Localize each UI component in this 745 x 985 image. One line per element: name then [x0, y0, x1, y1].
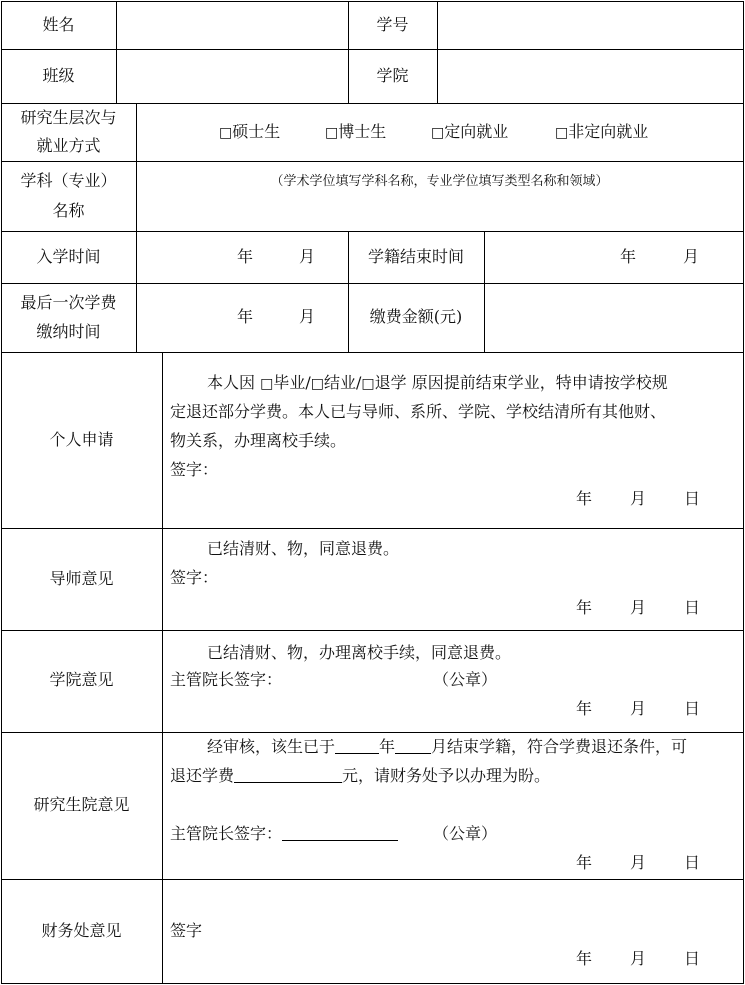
- subject-note: （学术学位填写学科名称，专业学位填写类型名称和领域）: [270, 174, 609, 189]
- row-divider: [1, 231, 744, 232]
- row-divider: [1, 630, 744, 631]
- col-divider: [162, 352, 163, 983]
- advisor-date-year: 年: [576, 598, 593, 617]
- fee-amount-label: 缴费金额(元): [369, 307, 463, 326]
- subject-label-line2: 名称: [52, 201, 85, 220]
- checkbox-icon: □: [555, 125, 569, 141]
- checkbox-icon: □: [310, 376, 324, 392]
- status-end-month: 月: [683, 247, 700, 266]
- college-label: 学院: [376, 66, 409, 85]
- row-divider: [1, 879, 744, 880]
- col-divider: [116, 1, 117, 103]
- college-opinion-label: 学院意见: [49, 670, 114, 689]
- row-divider: [1, 352, 744, 353]
- advisor-label: 导师意见: [49, 569, 114, 588]
- student-id-label: 学号: [376, 15, 409, 34]
- finance-date-year: 年: [576, 949, 593, 968]
- signature-blank[interactable]: [282, 824, 398, 841]
- fee-label-line1: 最后一次学费: [20, 293, 117, 312]
- grad-date-month: 月: [630, 853, 647, 872]
- option-directed-employment[interactable]: □定向就业: [431, 122, 509, 141]
- checkbox-icon: □: [260, 376, 274, 392]
- personal-line3: 物关系，办理离校手续。: [170, 431, 347, 450]
- grad-date-day: 日: [684, 853, 701, 872]
- college-opinion-date-day: 日: [684, 699, 701, 718]
- personal-sign: 签字：: [170, 460, 219, 479]
- fee-label-line2: 缴纳时间: [36, 322, 101, 341]
- option-master[interactable]: □硕士生: [219, 122, 281, 141]
- table-border-right: [743, 1, 744, 984]
- grad-sign: 主管院长签字：: [170, 824, 398, 844]
- status-end-label: 学籍结束时间: [367, 247, 464, 266]
- table-border-bottom: [1, 983, 744, 984]
- level-label-line1: 研究生层次与: [20, 108, 117, 127]
- finance-date-day: 日: [684, 949, 701, 968]
- row-divider: [1, 732, 744, 733]
- grad-date-year: 年: [576, 853, 593, 872]
- personal-date-month: 月: [630, 489, 647, 508]
- enroll-year: 年: [237, 247, 254, 266]
- personal-line2: 定退还部分学费。本人已与导师、系所、学院、学校结清所有其他财、: [170, 402, 667, 421]
- college-opinion-sign: 主管院长签字：: [170, 670, 283, 689]
- fee-year: 年: [237, 307, 254, 326]
- checkbox-icon: □: [431, 125, 445, 141]
- row-divider: [1, 49, 744, 50]
- fee-month: 月: [299, 307, 316, 326]
- row-divider: [1, 161, 744, 162]
- refund-amount-blank[interactable]: [234, 766, 342, 783]
- checkbox-icon: □: [325, 125, 339, 141]
- college-opinion-date-year: 年: [576, 699, 593, 718]
- enroll-month: 月: [299, 247, 316, 266]
- checkbox-icon: □: [361, 376, 375, 392]
- option-non-directed-employment[interactable]: □非定向就业: [555, 122, 649, 141]
- personal-date-day: 日: [684, 489, 701, 508]
- college-opinion-seal: （公章）: [433, 670, 498, 689]
- col-divider: [484, 231, 485, 352]
- col-divider: [437, 1, 438, 103]
- table-border-top: [1, 1, 744, 2]
- personal-line1: 本人因 □毕业/□结业/□退学 原因提前结束学业，特申请按学校规: [207, 373, 668, 392]
- grad-line1: 经审核，该生已于 年 月结束学籍，符合学费退还条件，可: [207, 737, 688, 756]
- finance-sign: 签字: [170, 921, 203, 940]
- grad-seal: （公章）: [433, 824, 498, 843]
- advisor-date-month: 月: [630, 598, 647, 617]
- class-label: 班级: [42, 66, 75, 85]
- col-divider: [136, 103, 137, 352]
- status-end-year: 年: [620, 247, 637, 266]
- grad-label: 研究生院意见: [33, 795, 130, 814]
- subject-label-line1: 学科（专业）: [20, 171, 117, 190]
- advisor-sign: 签字：: [170, 568, 219, 587]
- year-blank[interactable]: [335, 737, 379, 754]
- option-doctor[interactable]: □博士生: [325, 122, 387, 141]
- advisor-text: 已结清财、物，同意退费。: [207, 539, 400, 558]
- college-opinion-text: 已结清财、物，办理离校手续，同意退费。: [207, 643, 512, 662]
- personal-date-year: 年: [576, 489, 593, 508]
- month-blank[interactable]: [395, 737, 431, 754]
- name-label: 姓名: [42, 15, 75, 34]
- personal-label: 个人申请: [49, 430, 114, 449]
- level-label-line2: 就业方式: [36, 136, 101, 155]
- row-divider: [1, 103, 744, 104]
- enroll-label: 入学时间: [36, 247, 101, 266]
- advisor-date-day: 日: [684, 598, 701, 617]
- finance-label: 财务处意见: [41, 921, 122, 940]
- finance-date-month: 月: [630, 949, 647, 968]
- row-divider: [1, 283, 744, 284]
- checkbox-icon: □: [219, 125, 233, 141]
- college-opinion-date-month: 月: [630, 699, 647, 718]
- row-divider: [1, 528, 744, 529]
- grad-line2: 退还学费 元，请财务处予以办理为盼。: [170, 766, 551, 785]
